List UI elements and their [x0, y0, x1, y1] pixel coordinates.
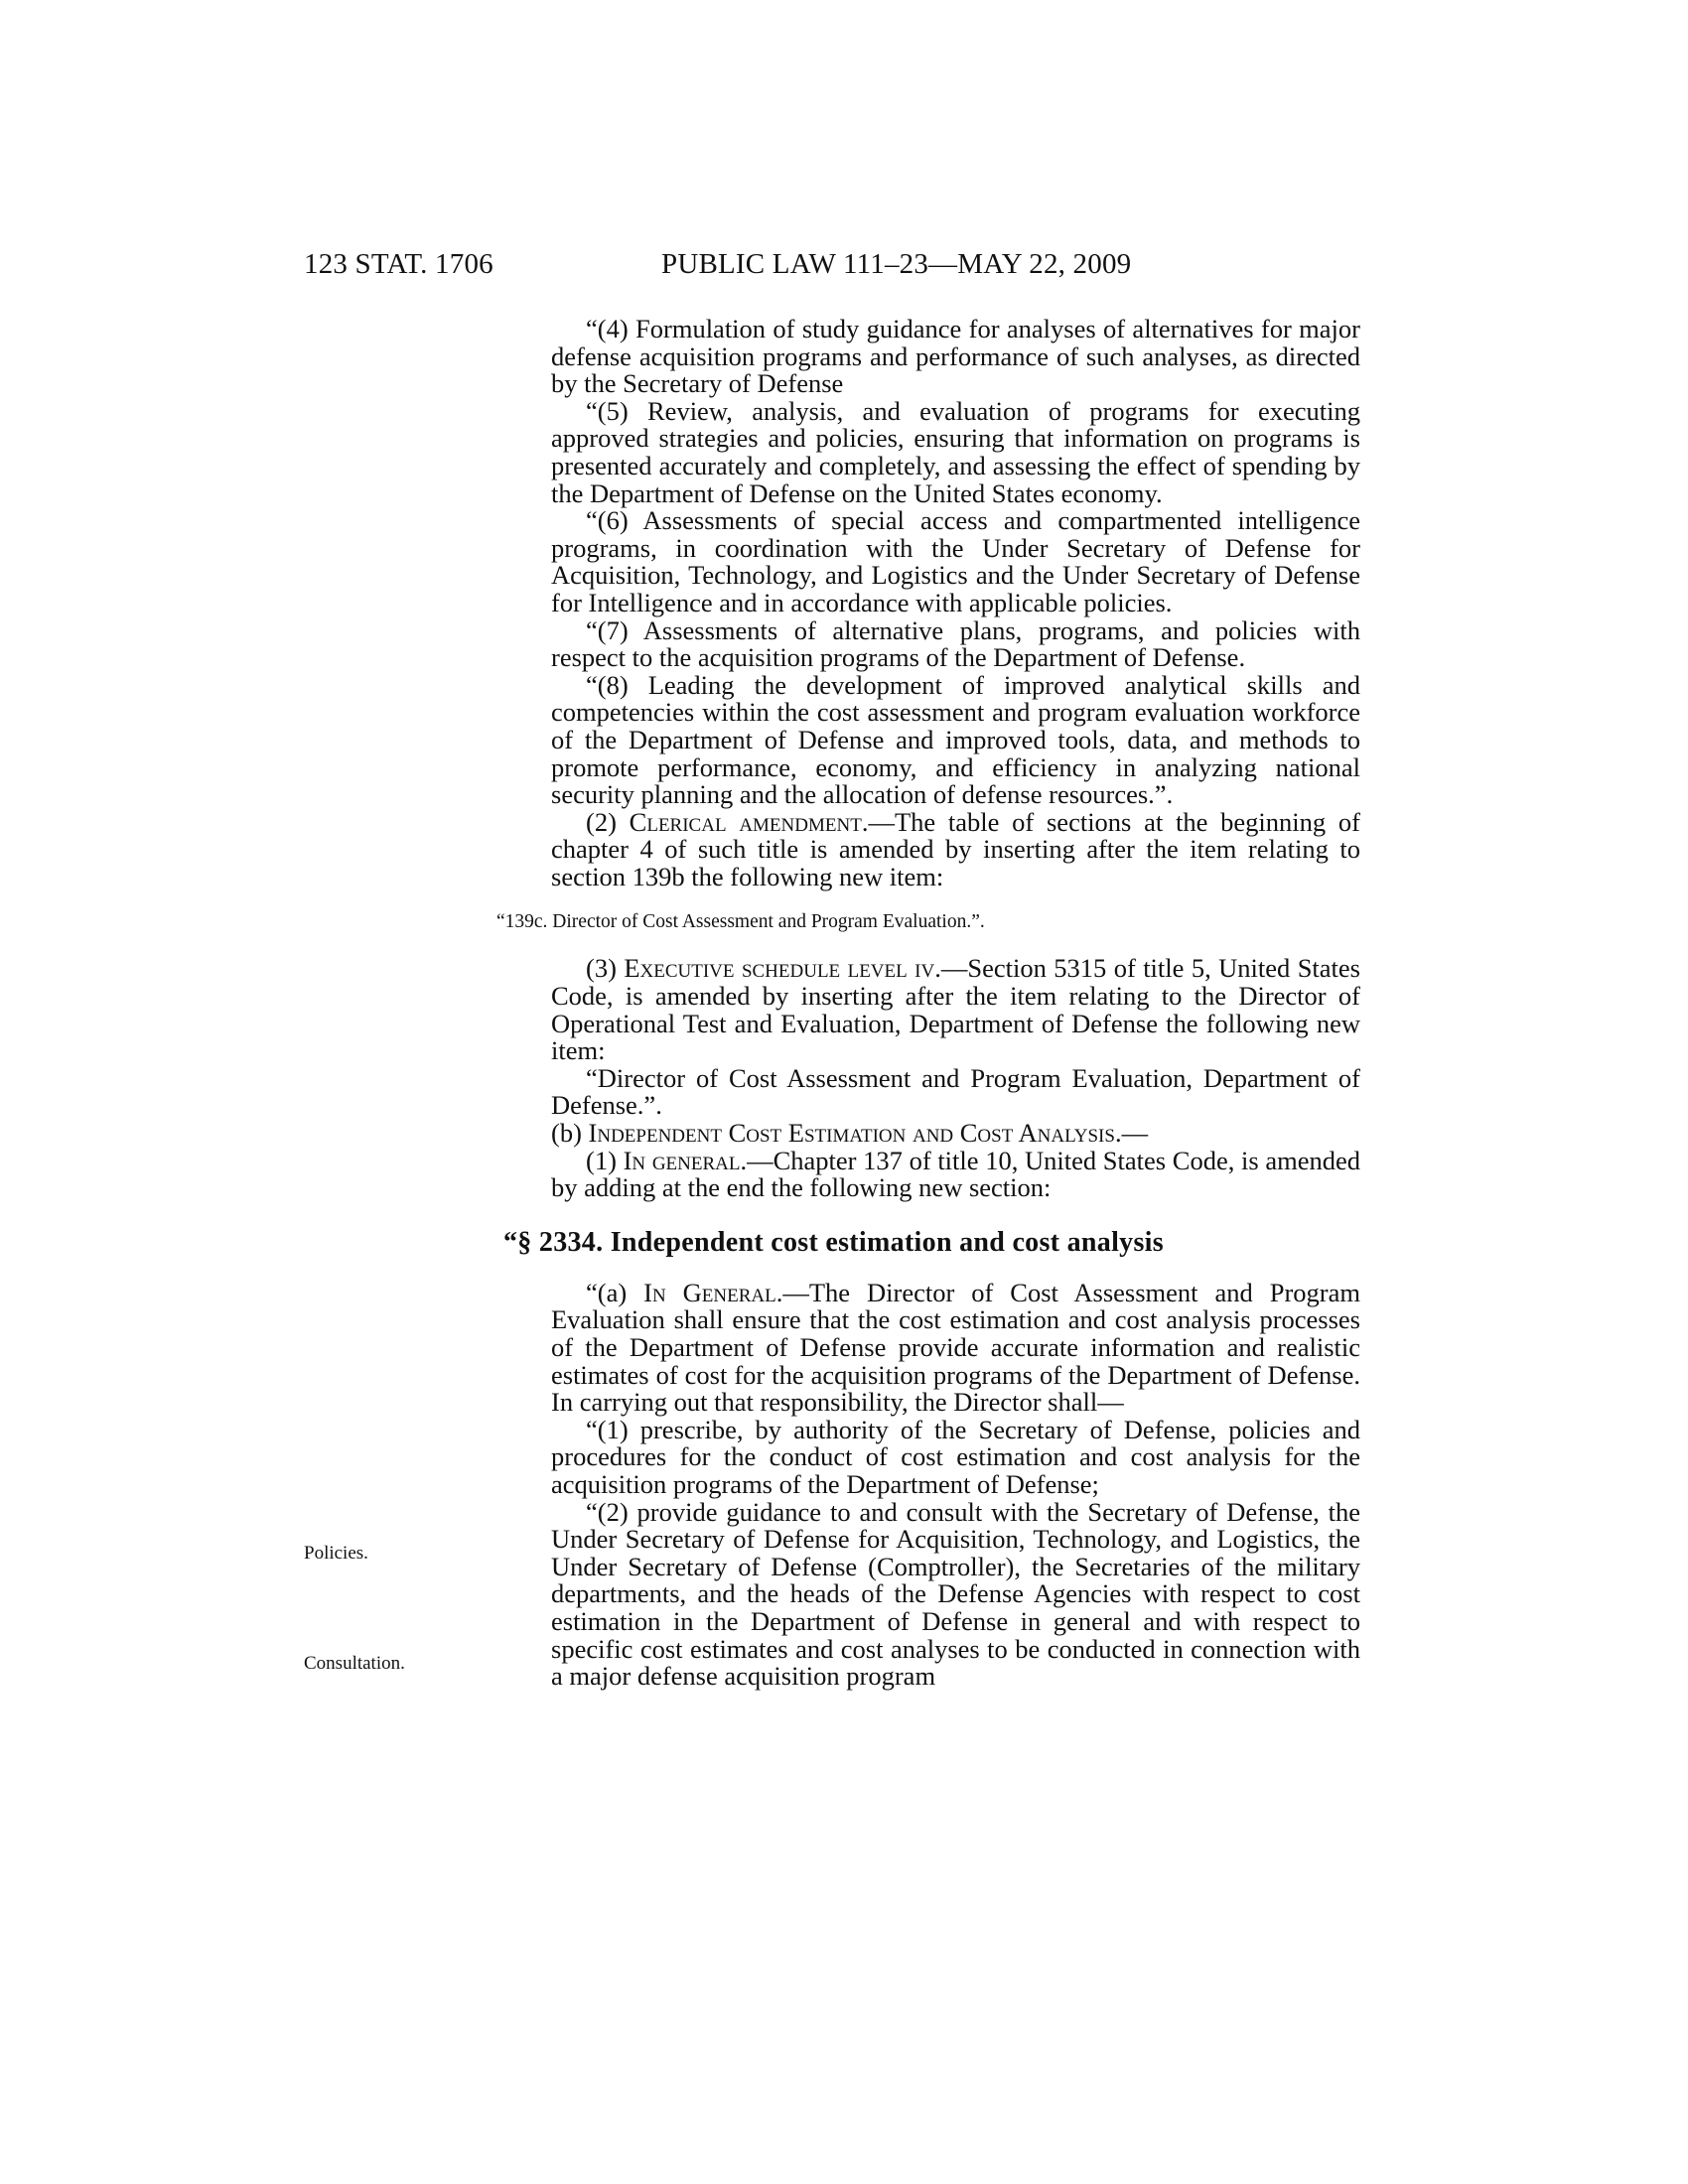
in-general-heading: In general	[623, 1145, 741, 1175]
clerical-heading: Clerical amendment	[629, 806, 862, 837]
clerical-text: .—The table of sections at the beginning of chapter 4 of such title is amended by inserting after the item relating to section 139b the following new item:	[551, 806, 1360, 891]
subsection-a-number: “(a)	[586, 1277, 628, 1307]
in-general-number: (1)	[586, 1145, 617, 1175]
page-title: PUBLIC LAW 111–23—MAY 22, 2009	[661, 248, 1132, 280]
subsection-b-number: (b)	[551, 1118, 582, 1149]
paragraph-5: “(5) Review, analysis, and evaluation of programs for executing approved strategies and policies, ensuring that information on programs is presented accurately and completely, and assessing the effect of spending by the Department of Defense on the United States economy.	[551, 395, 1360, 508]
margin-note-policies: Policies.	[304, 1543, 368, 1564]
paragraph-6: “(6) Assessments of special access and compartmented intelligence programs, in coordination with the Under Secretary of Defense for Acquisition, Technology, and Logistics and the Under Secretary of Defense for Intelligence and in accordance with applicable policies.	[551, 505, 1360, 617]
subsection-a-item-2: “(2) provide guidance to and consult with the Secretary of Defense, the Under Secretary of Defense for Acquisition, Technology, and Logistics, the Under Secretary of Defense (Comptroller), the Secretaries of the military departments, and the heads of the Defense Agencies with respect to cost estimation in the Department of Defense in general and with respect to specific cost estimates and cost analyses to be conducted in connection with a major defense acquisition program	[551, 1496, 1360, 1692]
subsection-b-dash: .—	[1114, 1118, 1149, 1149]
paragraph-8: “(8) Leading the development of improved analytical skills and competencies within the cost assessment and program evaluation workforce of the Department of Defense and improved tools, data, and methods to promote performance, economy, and efficiency in analyzing national security planning and the allocation of defense resources.”.	[551, 669, 1360, 810]
margin-note-consultation: Consultation.	[304, 1653, 405, 1674]
subsection-a-heading: In General	[643, 1277, 776, 1307]
subsection-a-paragraph	[551, 1277, 1360, 1418]
subsection-b-title: Independent Cost Estimation and Cost Analysis	[588, 1118, 1115, 1149]
subsection-a-text: .—The Director of Cost Assessment and Program Evaluation shall ensure that the cost estimation and cost analysis processes of the Department of Defense provide accurate information and realistic estimates of cost for the acquisition programs of the Department of Defense. In carrying out that responsibility, the Director shall—	[551, 1277, 1360, 1418]
executive-schedule-paragraph	[551, 955, 1360, 1064]
clerical-number: (2)	[586, 806, 617, 837]
subsection-a-item-1: “(1) prescribe, by authority of the Secretary of Defense, policies and procedures for the conduct of cost estimation and cost analysis for the acquisition programs of the Department of Defense;	[551, 1414, 1360, 1499]
clerical-amendment-paragraph	[551, 806, 1360, 891]
executive-number: (3)	[586, 953, 617, 984]
executive-heading: Executive schedule level iv	[624, 953, 935, 984]
executive-new-item: “Director of Cost Assessment and Program Evaluation, Department of Defense.”.	[551, 1062, 1360, 1121]
stat-page-reference: 123 STAT. 1706	[304, 248, 493, 280]
table-of-sections-item: “139c. Director of Cost Assessment and Program Evaluation.”.	[496, 911, 985, 933]
in-general-text: .—Chapter 137 of title 10, United States Code, is amended by adding at the end the following new section:	[551, 1145, 1361, 1203]
executive-text: .—Section 5315 of title 5, United States Code, is amended by inserting after the item relating to the Director of Operational Test and Evaluation, Department of Defense the following new item:	[551, 953, 1360, 1066]
in-general-paragraph	[551, 1145, 1361, 1203]
body-text-column	[496, 314, 1361, 1692]
subsection-b-heading	[551, 1120, 1360, 1148]
section-2334-heading: “§ 2334. Independent cost estimation and cost analysis	[503, 1226, 1164, 1258]
paragraph-7: “(7) Assessments of alternative plans, programs, and policies with respect to the acquisition programs of the Department of Defense.	[551, 614, 1360, 673]
paragraph-4: “(4) Formulation of study guidance for analyses of alternatives for major defense acquisition programs and performance of such analyses, as directed by the Secretary of Defense	[551, 314, 1360, 399]
